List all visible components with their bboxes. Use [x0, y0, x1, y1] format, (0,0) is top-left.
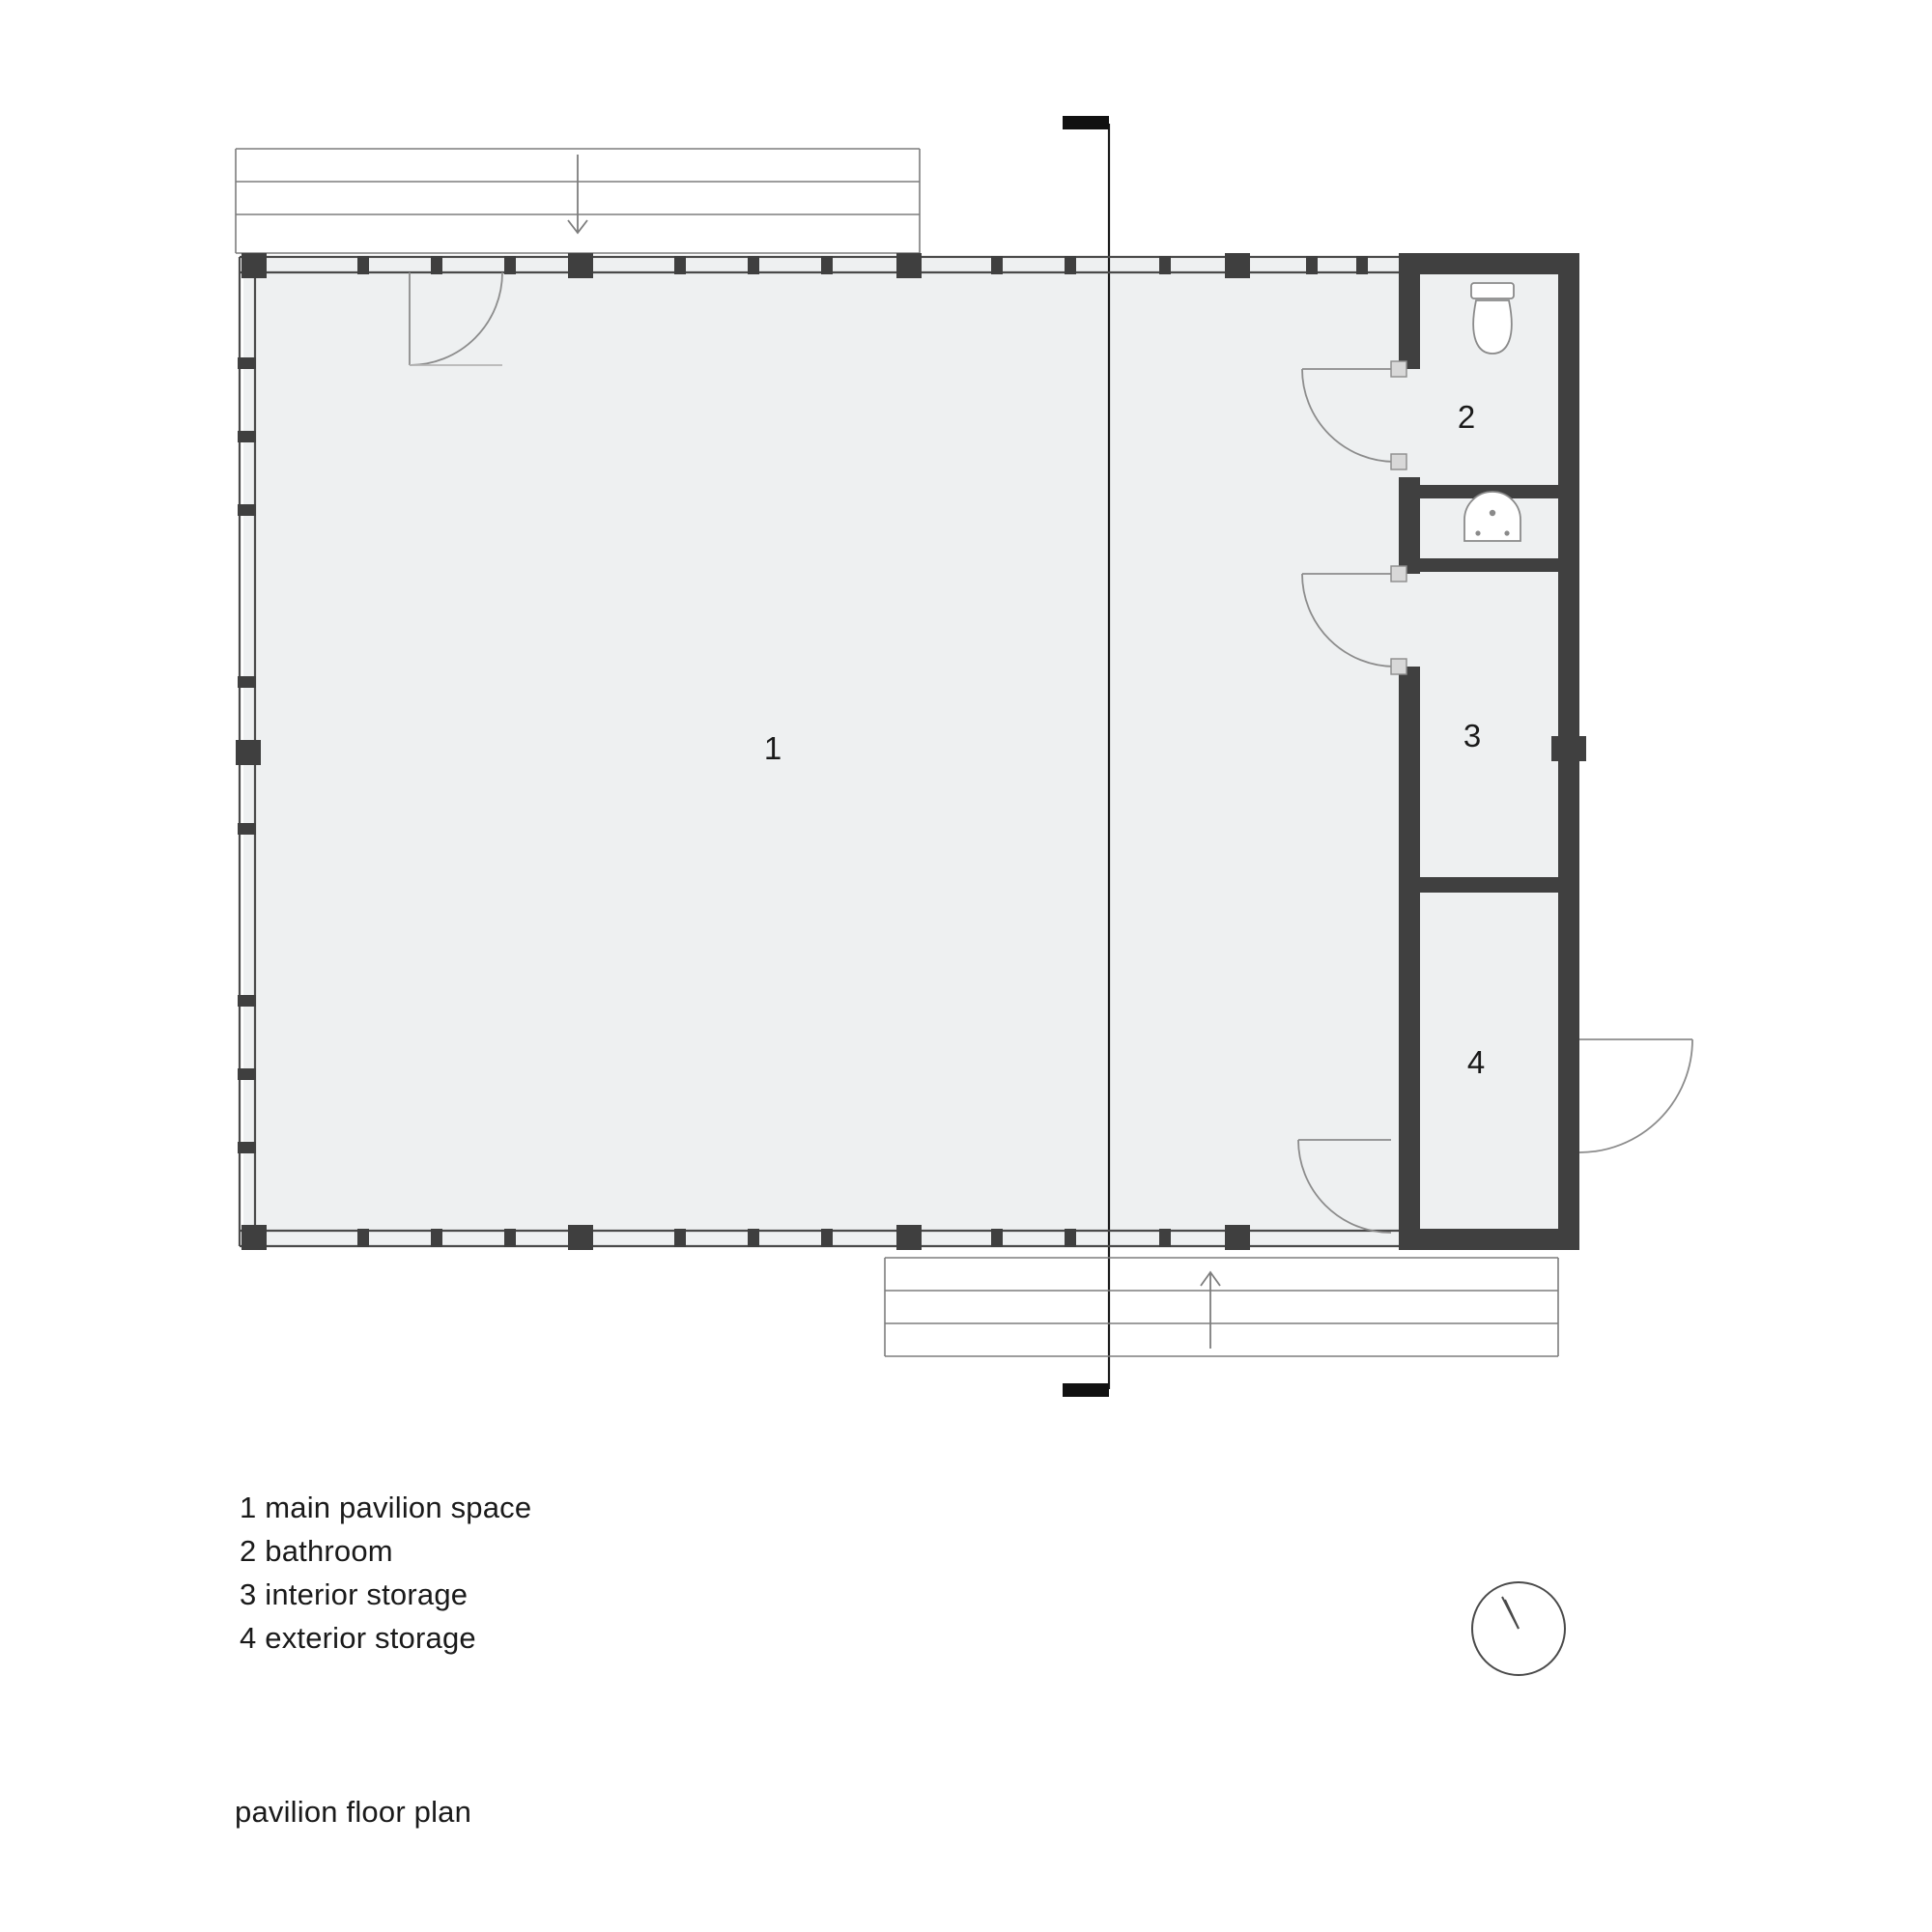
legend-item-3: 3 interior storage — [240, 1577, 469, 1611]
room-label-3: 3 — [1463, 718, 1482, 753]
sink-icon — [1464, 492, 1520, 541]
section-marker-top — [1063, 116, 1109, 129]
room-label-2: 2 — [1457, 399, 1476, 435]
south-deck-lines — [885, 1258, 1558, 1356]
main-space-floor — [243, 259, 1399, 1246]
exterior-storage-door — [1579, 1039, 1692, 1152]
legend — [240, 1486, 531, 1660]
legend-item-1: 1 main pavilion space — [240, 1491, 532, 1524]
columns-left — [236, 740, 261, 765]
room-label-4: 4 — [1466, 1044, 1486, 1080]
legend-item-2: 2 bathroom — [240, 1534, 393, 1568]
plan-caption: pavilion floor plan — [235, 1795, 472, 1829]
room-label-1: 1 — [763, 730, 782, 766]
toilet-icon — [1471, 283, 1514, 354]
section-marker-bottom — [1063, 1383, 1109, 1397]
legend-item-4: 4 exterior storage — [240, 1621, 476, 1655]
north-entry-arrow-icon — [568, 155, 587, 233]
north-arrow-icon — [1472, 1582, 1565, 1675]
south-entry-arrow-icon — [1201, 1272, 1220, 1349]
storage-window-slot — [1551, 736, 1586, 761]
